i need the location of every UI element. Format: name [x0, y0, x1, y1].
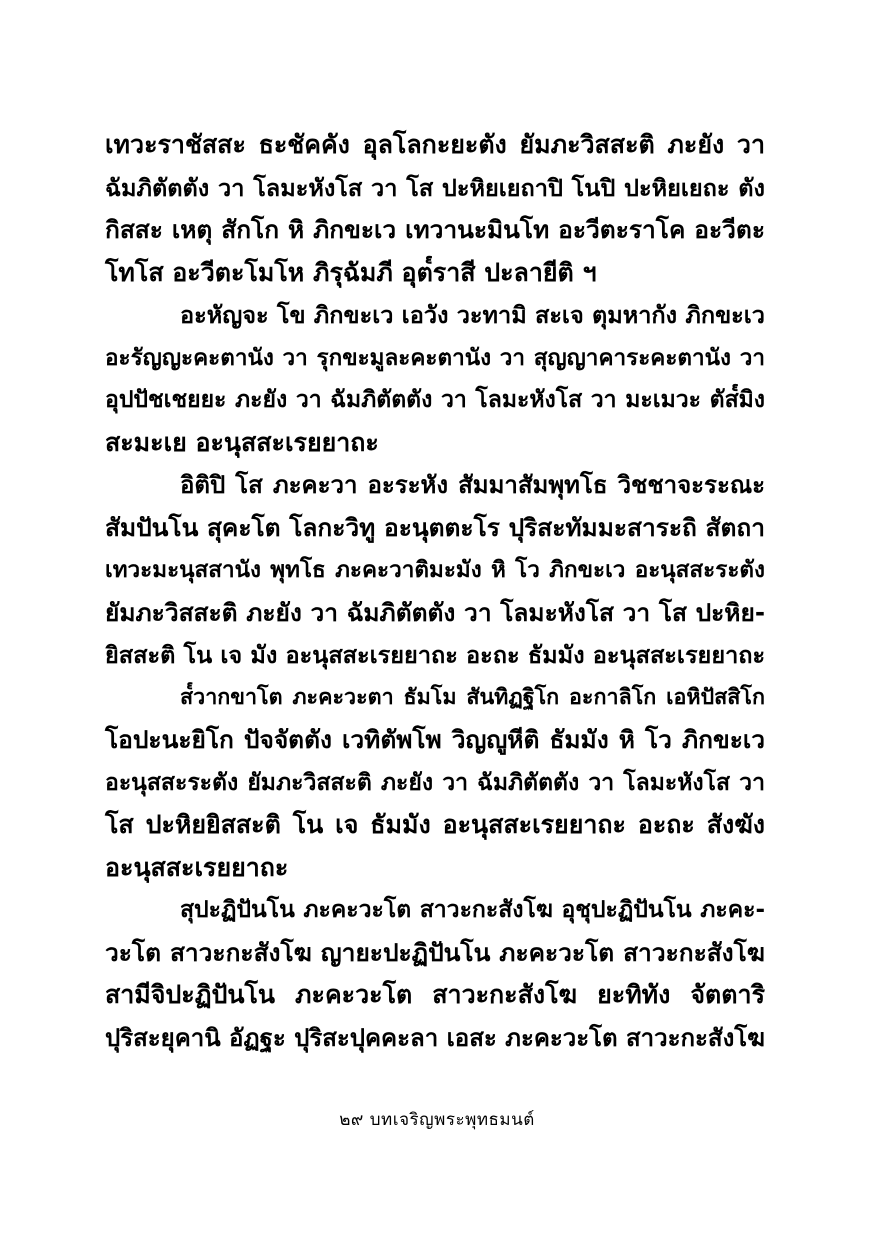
text-line: วะโต สาวะกะสังโฆ ญายะปะฏิปันโน ภะคะวะโต สาวะกะสังโฆ [105, 937, 765, 967]
text-line: อะรัญญะคะตานัง วา รุกขะมูละคะตานัง วา สุญญาคาระคะตานัง วา [105, 344, 765, 371]
text-line: ฉัมภิตัตตัง วา โลมะหังโส วา โส ปะหิยเยถาปิ โนปิ ปะหิยเยถะ ตัง [105, 173, 765, 202]
paragraph-first-line: อิติปิ โส ภะคะวา อะระหัง สัมมาสัมพุทโธ วิชชาจะระณะ [180, 471, 765, 499]
paragraph-first-line: สุปะฏิปันโน ภะคะวะโต สาวะกะสังโฆ อุชุปะฏิปันโน ภะคะ- [180, 897, 765, 923]
text-line: เทวะมะนุสสานัง พุทโธ ภะคะวาติมะมัง หิ โว ภิกขะเว อะนุสสะระตัง [105, 557, 765, 583]
text-line: โส ปะหิยยิสสะติ โน เจ ธัมมัง อะนุสสะเรยยาถะ อะถะ สังฆัง [105, 810, 765, 839]
text-line: อะนุสสะเรยยาถะ [105, 852, 289, 882]
text-line: ยัมภะวิสสะติ ภะยัง วา ฉัมภิตัตตัง วา โลมะหังโส วา โส ปะหิย- [105, 597, 765, 627]
text-line: โอปะนะยิโก ปัจจัตตัง เวทิตัพโพ วิญญูหีติ ธัมมัง หิ โว ภิกขะเว [105, 725, 765, 754]
chant-text-block [105, 124, 765, 1059]
text-line: กิสสะ เหตุ สักโก หิ ภิกขะเว เทวานะมินโท อะวีตะราโค อะวีตะ [105, 215, 765, 244]
page-footer: ๒๙ บทเจริญพระพุทธมนต์ [339, 1110, 535, 1130]
paragraph-first-line: ส๎วากขาโต ภะคะวะตา ธัมโม สันทิฏฐิโก อะกาลิโก เอหิปัสสิโก [180, 684, 765, 710]
text-line: สะมะเย อะนุสสะเรยยาถะ [105, 427, 379, 457]
text-line: อะนุสสะระตัง ยัมภะวิสสะติ ภะยัง วา ฉัมภิตัตตัง วา โลมะหังโส วา [105, 769, 765, 796]
text-line: เทวะราชัสสะ ธะชัคคัง อุลโลกะยะตัง ยัมภะวิสสะติ ภะยัง วา [105, 130, 765, 159]
text-line: สัมปันโน สุคะโต โลกะวิทู อะนุตตะโร ปุริสะทัมมะสาระถิ สัตถา [105, 512, 765, 542]
paragraph-first-line: อะหัญจะ โข ภิกขะเว เอวัง วะทามิ สะเจ ตุมหากัง ภิกขะเว [180, 301, 765, 329]
text-line: ปุริสะยุคานิ อัฏฐะ ปุริสะปุคคะลา เอสะ ภะคะวะโต สาวะกะสังโฆ [105, 1023, 765, 1052]
text-line: โทโส อะวีตะโมโห ภิรุฉัมภี อุต๎ราสี ปะลายีติ ฯ [105, 257, 597, 287]
text-line: ยิสสะติ โน เจ มัง อะนุสสะเรยยาถะ อะถะ ธัมมัง อะนุสสะเรยยาถะ [105, 641, 766, 669]
text-line: อุปปัชเชยยะ ภะยัง วา ฉัมภิตัตตัง วา โลมะหังโส วา มะเมวะ ตัส๎มิง [105, 387, 765, 413]
text-line: สามีจิปะฏิปันโน ภะคะวะโต สาวะกะสังโฆ ยะทิทัง จัตตาริ [105, 980, 765, 1009]
